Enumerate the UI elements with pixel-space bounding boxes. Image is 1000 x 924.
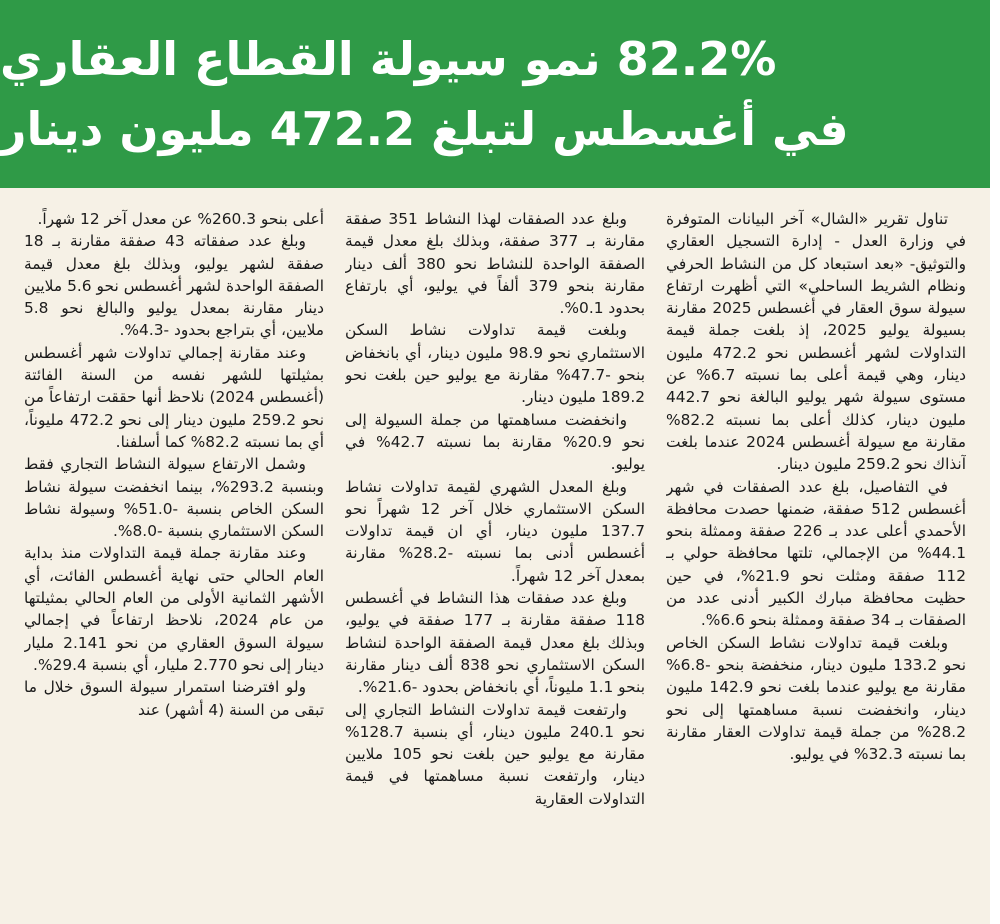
column-2 (345, 208, 645, 924)
paragraph: أعلى بنحو 260.3% عن معدل آخر 12 شهراً. (37, 210, 324, 228)
paragraph: وبلغت قيمة تداولات نشاط السكن الخاص نحو 133.2 مليون دينار، منخفضة بنحو -6.8% مقارنة مع يوليو عندما بلغت نحو 142.9 مليون دينار، وانخفضت نسبة مساهمتها إلى نحو 28.2% من جملة قيمة تداولات العقار مقارنة بما نسبته 32.3% في يوليو. (666, 633, 966, 764)
article-body (0, 188, 990, 924)
paragraph: وبلغت قيمة تداولات نشاط السكن الاستثماري نحو 98.9 مليون دينار، أي بانخفاض بنحو -47.7% مقارنة مع يوليو حين بلغت نحو 189.2 مليون دينار. (345, 321, 645, 407)
paragraph: وعند مقارنة جملة قيمة التداولات منذ بداية العام الحالي حتى نهاية أغسطس الفائت، أي الأشهر الثمانية الأولى من العام الحالي بمثيلتها من عام 2024، نلاحظ ارتفاعاً في إجمالي سيولة السوق العقاري من نحو 2.141 مليار دينار إلى نحو 2.770 مليار، أي بنسبة 29.4%. (24, 544, 324, 674)
paragraph: وبلغ عدد الصفقات لهذا النشاط 351 صفقة مقارنة بـ 377 صفقة، وبذلك بلغ معدل قيمة الصفقة الواحدة للنشاط نحو 380 ألف دينار مقارنة بنحو 379 ألفاً في يوليو، أي بارتفاع بحدود 0.1%. (345, 210, 645, 318)
paragraph: وبلغ عدد صفقات هذا النشاط في أغسطس 118 صفقة مقارنة بـ 177 صفقة في يوليو، وبذلك بلغ معدل قيمة الصفقة الواحدة لنشاط السكن الاستثماري نحو 838 ألف دينار مقارنة بنحو 1.1 مليوناً، أي بانخفاض بحدود -21.6%. (345, 589, 645, 697)
headline-line-2: في أغسطس لتبلغ 472.2 مليون دينار (0, 102, 849, 156)
headline-line-1: 82.2% نمو سيولة القطاع العقاري (0, 32, 777, 86)
headline-banner (0, 0, 990, 188)
paragraph: وبلغ المعدل الشهري لقيمة تداولات نشاط السكن الاستثماري خلال آخر 12 شهراً نحو 137.7 مليون دينار، أي ان قيمة تداولات أغسطس أدنى بما نسبته -28.2% مقارنة بمعدل آخر 12 شهراً. (345, 477, 645, 585)
paragraph: وانخفضت مساهمتها من جملة السيولة إلى نحو 20.9% مقارنة بما نسبته 42.7% في يوليو. (345, 410, 645, 474)
paragraph: وارتفعت قيمة تداولات النشاط التجاري إلى نحو 240.1 مليون دينار، أي بنسبة 128.7% مقارنة مع يوليو حين بلغت نحو 105 ملايين دينار، وارتفعت نسبة مساهمتها في قيمة التداولات العقارية (345, 700, 645, 808)
paragraph: وعند مقارنة إجمالي تداولات شهر أغسطس بمثيلتها للشهر نفسه من السنة الفائتة (أغسطس 2024) نلاحظ أنها حققت ارتفاعاً من نحو 259.2 مليون دينار إلى نحو 472.2 مليوناً، أي بما نسبته 82.2% كما أسلفنا. (24, 343, 324, 451)
paragraph: وبلغ عدد صفقاته 43 صفقة مقارنة بـ 18 صفقة لشهر يوليو، وبذلك بلغ معدل قيمة الصفقة الواحدة لشهر أغسطس نحو 5.6 ملايين دينار مقارنة بمعدل يوليو والبالغ نحو 5.8 ملايين، أي بتراجع بحدود -4.3%. (24, 232, 324, 340)
paragraph: في التفاصيل، بلغ عدد الصفقات في شهر أغسطس 512 صفقة، ضمنها حصدت محافظة الأحمدي أعلى عدد بـ 226 صفقة وممثلة بنحو 44.1% من الإجمالي، تلتها محافظة حولي بـ 112 صفقة ومثلت نحو 21.9%، في حين حظيت محافظة مبارك الكبير أدنى عدد من الصفقات بـ 34 صفقة وممثلة بنحو 6.6%. (666, 477, 966, 630)
paragraph: وشمل الارتفاع سيولة النشاط التجاري فقط وبنسبة 293.2%، بينما انخفضت سيولة نشاط السكن الخاص بنسبة -51.0% وسيولة نشاط السكن الاستثماري بنسبة -8.0%. (24, 455, 324, 541)
paragraph: ولو افترضنا استمرار سيولة السوق خلال ما تبقى من السنة (4 أشهر) عند (24, 678, 324, 719)
column-3 (24, 208, 324, 924)
column-1 (666, 208, 966, 924)
paragraph: تناول تقرير «الشال» آخر البيانات المتوفرة في وزارة العدل - إدارة التسجيل العقاري والتوثيق- «بعد استبعاد كل من النشاط الحرفي ونظام الشريط الساحلي» التي أظهرت ارتفاع سيولة سوق العقار في أغسطس 2025 مقارنة بسيولة يوليو 2025، إذ بلغت جملة قيمة التداولات لشهر أغسطس نحو 472.2 مليون دينار، وهي قيمة أعلى بما نسبته 6.7% عن مستوى سيولة شهر يوليو البالغة نحو 442.7 مليون دينار، كذلك أعلى بما نسبته 82.2% مقارنة مع سيولة أغسطس 2024 عندما بلغت آنذاك نحو 259.2 مليون دينار. (666, 210, 966, 474)
